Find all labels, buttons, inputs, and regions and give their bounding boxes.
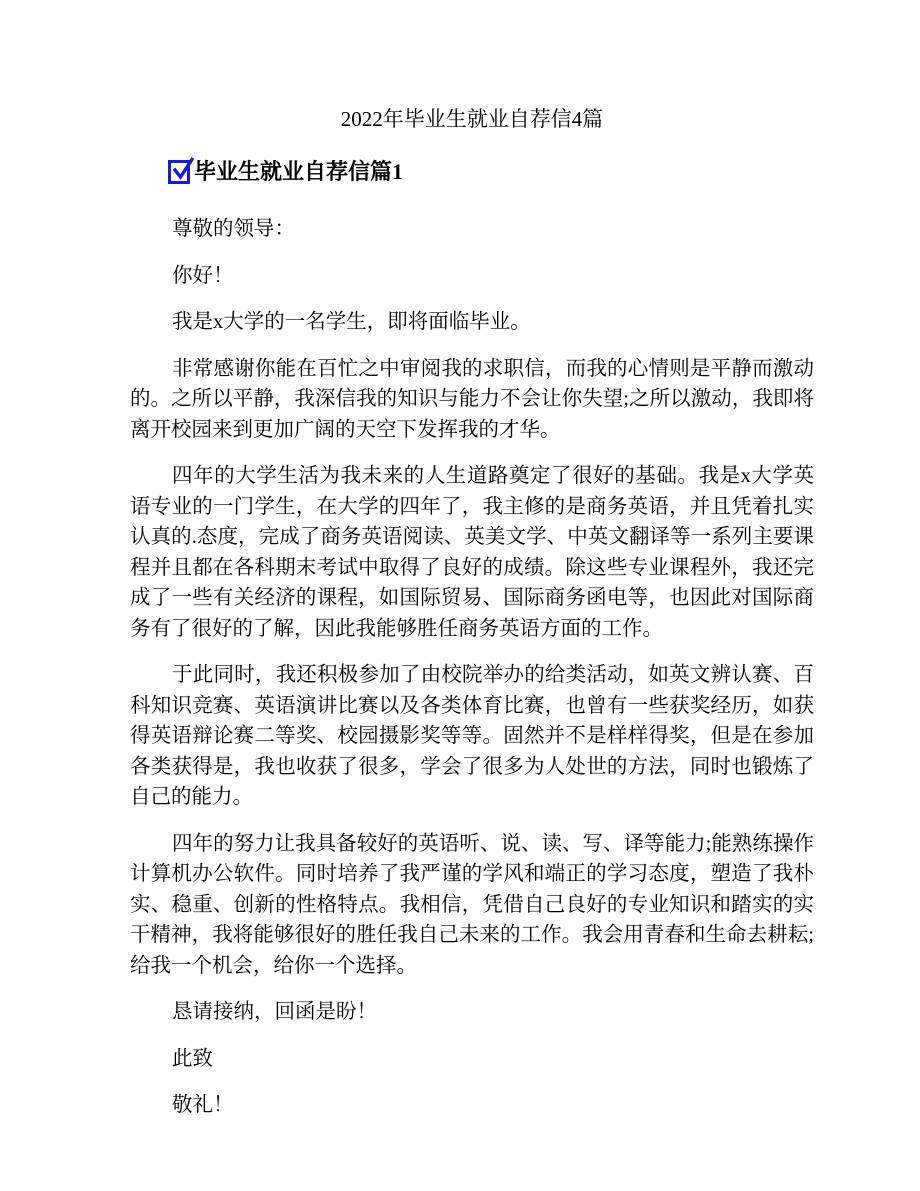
checked-checkbox-icon [168,160,190,184]
body-paragraph: 于此同时，我还积极参加了由校院举办的给类活动，如英文辨认赛、百科知识竞赛、英语演讲比赛以及各类体育比赛，也曾有一些获奖经历，如获得英语辩论赛二等奖、校园摄影奖等等。固然并不是样样得奖，但是在参加各类获得是，我也收获了很多，学会了很多为人处世的方法，同时也锻炼了自己的能力。 [130,664,814,808]
salutation-line: 尊敬的领导： [172,218,296,240]
greeting-line: 你好！ [172,264,234,287]
document-title: 2022年毕业生就业自荐信4篇 [340,107,604,131]
body-paragraph: 四年的大学生活为我未来的人生道路奠定了很好的基础。我是x大学英语专业的一门学生，在大学的四年了，我主修的是商务英语，并且凭着扎实认真的.态度，完成了商务英语阅读、英美文学、中英文翻译等一系列主要课程并且都在各科期末考试中取得了良好的成绩。除这些专业课程外，我还完成了一些有关经济的课程，如国际贸易、国际商务函电等，也因此对国际商务有了很好的了解，因此我能够胜任商务英语方面的工作。 [130,465,814,640]
section-heading-text: 毕业生就业自荐信篇1 [194,159,404,184]
body-paragraph: 四年的努力让我具备较好的英语听、说、读、写、译等能力;能熟练操作计算机办公软件。同时培养了我严谨的学风和端正的学习态度，塑造了我朴实、稳重、创新的性格特点。我相信，凭借自己良好的专业知识和踏实的实干精神，我将能够很好的胜任我自己未来的工作。我会用青春和生命去耕耘;给我一个机会，给你一个选择。 [130,832,814,977]
closing-request-line: 恳请接纳，回函是盼！ [172,1001,378,1023]
closing-cizhi-line: 此致 [172,1047,214,1070]
closing-salute-line: 敬礼！ [172,1094,234,1116]
body-paragraph: 非常感谢你能在百忙之中审阅我的求职信，而我的心情则是平静而激动的。之所以平静，我深信我的知识与能力不会让你失望;之所以激动，我即将离开校园来到更加广阔的天空下发挥我的才华。 [130,357,814,441]
intro-line: 我是x大学的一名学生，即将面临毕业。 [172,311,531,333]
document-body [130,214,814,1121]
section-heading [168,156,814,188]
